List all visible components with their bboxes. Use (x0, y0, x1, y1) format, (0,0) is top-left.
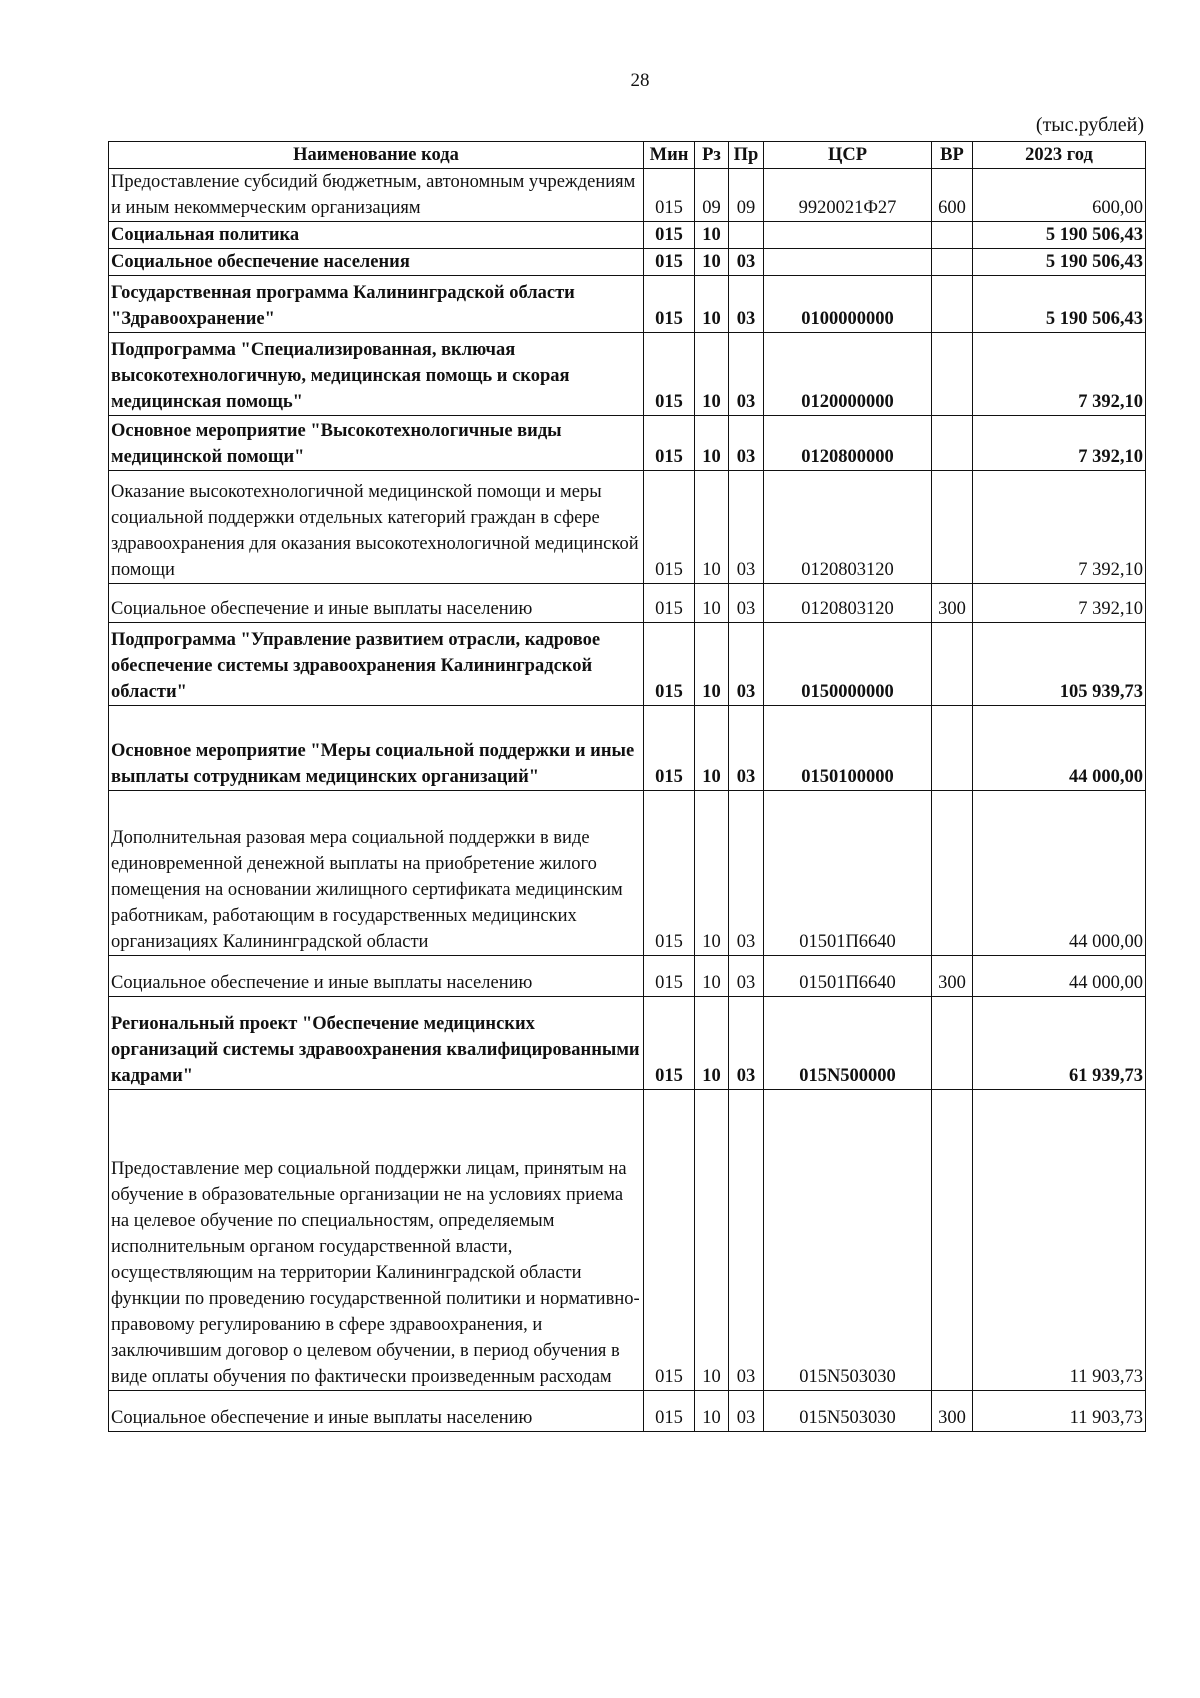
row-amount: 61 939,73 (973, 997, 1146, 1090)
row-pr (729, 222, 764, 249)
table-row (109, 222, 1146, 249)
row-rz: 10 (695, 956, 729, 997)
row-pr: 03 (729, 333, 764, 416)
row-pr: 03 (729, 706, 764, 791)
row-rz: 10 (695, 471, 729, 584)
row-name: Социальное обеспечение и иные выплаты населению (109, 584, 644, 623)
table-row (109, 1090, 1146, 1391)
row-csr: 9920021Ф27 (764, 169, 932, 222)
header-pr: Пр (729, 142, 764, 169)
table-row (109, 623, 1146, 706)
row-min: 015 (644, 956, 695, 997)
row-min: 015 (644, 333, 695, 416)
row-rz: 09 (695, 169, 729, 222)
row-min: 015 (644, 471, 695, 584)
row-vr (932, 222, 973, 249)
row-pr: 03 (729, 791, 764, 956)
row-pr: 09 (729, 169, 764, 222)
units-label: (тыс.рублей) (1035, 114, 1144, 136)
row-vr (932, 249, 973, 276)
table-row (109, 956, 1146, 997)
row-rz: 10 (695, 276, 729, 333)
row-rz: 10 (695, 222, 729, 249)
row-amount: 7 392,10 (973, 416, 1146, 471)
row-amount: 44 000,00 (973, 956, 1146, 997)
row-csr: 0120803120 (764, 471, 932, 584)
table-row (109, 169, 1146, 222)
row-rz: 10 (695, 1391, 729, 1432)
table-row (109, 706, 1146, 791)
row-name: Предоставление мер социальной поддержки лицам, принятым на обучение в образовательные организации не на условиях приема на целевое обучение по специальностям, определяемым исполнительным органом государственной власти, осуществляющим на территории Калининградской области функции по проведению государственной политики и нормативно-правовому регулированию в сфере здравоохранения, и заключившим договор о целевом обучении, в период обучения в виде оплаты обучения по фактически произведенным расходам (109, 1090, 644, 1391)
row-rz: 10 (695, 416, 729, 471)
row-pr: 03 (729, 471, 764, 584)
row-pr: 03 (729, 956, 764, 997)
row-csr: 0100000000 (764, 276, 932, 333)
row-min: 015 (644, 997, 695, 1090)
row-name: Социальная политика (109, 222, 644, 249)
row-name: Социальное обеспечение населения (109, 249, 644, 276)
row-pr: 03 (729, 276, 764, 333)
row-min: 015 (644, 416, 695, 471)
header-min: Мин (644, 142, 695, 169)
row-rz: 10 (695, 997, 729, 1090)
table-row (109, 584, 1146, 623)
row-amount: 44 000,00 (973, 706, 1146, 791)
row-amount: 5 190 506,43 (973, 222, 1146, 249)
row-name: Оказание высокотехнологичной медицинской помощи и меры социальной поддержки отдельных категорий граждан в сфере здравоохранения для оказания высокотехнологичной медицинской помощи (109, 471, 644, 584)
table-row (109, 416, 1146, 471)
row-amount: 7 392,10 (973, 584, 1146, 623)
header-name: Наименование кода (109, 142, 644, 169)
row-rz: 10 (695, 706, 729, 791)
row-csr: 0120803120 (764, 584, 932, 623)
row-name: Региональный проект "Обеспечение медицинских организаций системы здравоохранения квалифицированными кадрами" (109, 997, 644, 1090)
row-pr: 03 (729, 1391, 764, 1432)
row-amount: 7 392,10 (973, 333, 1146, 416)
header-amount: 2023 год (973, 142, 1146, 169)
row-rz: 10 (695, 584, 729, 623)
row-amount: 105 939,73 (973, 623, 1146, 706)
row-vr: 300 (932, 1391, 973, 1432)
row-min: 015 (644, 1391, 695, 1432)
row-vr: 300 (932, 584, 973, 623)
row-csr: 0150000000 (764, 623, 932, 706)
row-min: 015 (644, 169, 695, 222)
row-pr: 03 (729, 416, 764, 471)
row-csr (764, 222, 932, 249)
row-pr: 03 (729, 249, 764, 276)
row-min: 015 (644, 276, 695, 333)
row-vr (932, 623, 973, 706)
row-min: 015 (644, 1090, 695, 1391)
row-min: 015 (644, 222, 695, 249)
row-min: 015 (644, 584, 695, 623)
row-vr (932, 706, 973, 791)
row-amount: 5 190 506,43 (973, 249, 1146, 276)
table-row (109, 333, 1146, 416)
row-name: Основное мероприятие "Меры социальной поддержки и иные выплаты сотрудникам медицинских организаций" (109, 706, 644, 791)
row-csr: 015N503030 (764, 1391, 932, 1432)
row-rz: 10 (695, 1090, 729, 1391)
row-rz: 10 (695, 249, 729, 276)
row-name: Основное мероприятие "Высокотехнологичные виды медицинской помощи" (109, 416, 644, 471)
row-vr (932, 416, 973, 471)
page-number: 28 (630, 70, 650, 91)
row-vr (932, 997, 973, 1090)
row-min: 015 (644, 249, 695, 276)
row-csr: 015N503030 (764, 1090, 932, 1391)
row-amount: 600,00 (973, 169, 1146, 222)
table-row (109, 471, 1146, 584)
row-csr: 01501П6640 (764, 791, 932, 956)
row-csr (764, 249, 932, 276)
row-vr: 600 (932, 169, 973, 222)
row-csr: 0120000000 (764, 333, 932, 416)
table-row (109, 276, 1146, 333)
row-vr (932, 791, 973, 956)
row-vr: 300 (932, 956, 973, 997)
row-name: Государственная программа Калининградской области "Здравоохранение" (109, 276, 644, 333)
row-amount: 44 000,00 (973, 791, 1146, 956)
row-vr (932, 276, 973, 333)
header-vr: ВР (932, 142, 973, 169)
table-row (109, 791, 1146, 956)
table-row (109, 997, 1146, 1090)
row-rz: 10 (695, 333, 729, 416)
row-name: Подпрограмма "Специализированная, включая высокотехнологичную, медицинская помощь и скорая медицинская помощь" (109, 333, 644, 416)
row-min: 015 (644, 706, 695, 791)
budget-table (108, 141, 1146, 1432)
row-vr (932, 333, 973, 416)
row-pr: 03 (729, 584, 764, 623)
row-csr: 01501П6640 (764, 956, 932, 997)
row-csr: 0150100000 (764, 706, 932, 791)
row-name: Социальное обеспечение и иные выплаты населению (109, 956, 644, 997)
row-csr: 0120800000 (764, 416, 932, 471)
row-pr: 03 (729, 1090, 764, 1391)
row-vr (932, 1090, 973, 1391)
row-amount: 11 903,73 (973, 1090, 1146, 1391)
table-header-row (109, 142, 1146, 169)
row-amount: 7 392,10 (973, 471, 1146, 584)
row-name: Подпрограмма "Управление развитием отрасли, кадровое обеспечение системы здравоохранения Калининградской области" (109, 623, 644, 706)
row-name: Дополнительная разовая мера социальной поддержки в виде единовременной денежной выплаты на приобретение жилого помещения на основании жилищного сертификата медицинским работникам, работающим в государственных медицинских организациях Калининградской области (109, 791, 644, 956)
row-vr (932, 471, 973, 584)
row-min: 015 (644, 791, 695, 956)
header-rz: Рз (695, 142, 729, 169)
row-rz: 10 (695, 791, 729, 956)
row-pr: 03 (729, 623, 764, 706)
row-min: 015 (644, 623, 695, 706)
row-rz: 10 (695, 623, 729, 706)
table-row (109, 249, 1146, 276)
row-amount: 11 903,73 (973, 1391, 1146, 1432)
row-pr: 03 (729, 997, 764, 1090)
table-row (109, 1391, 1146, 1432)
row-csr: 015N500000 (764, 997, 932, 1090)
row-amount: 5 190 506,43 (973, 276, 1146, 333)
header-csr: ЦСР (764, 142, 932, 169)
row-name: Предоставление субсидий бюджетным, автономным учреждениям и иным некоммерческим организациям (109, 169, 644, 222)
row-name: Социальное обеспечение и иные выплаты населению (109, 1391, 644, 1432)
